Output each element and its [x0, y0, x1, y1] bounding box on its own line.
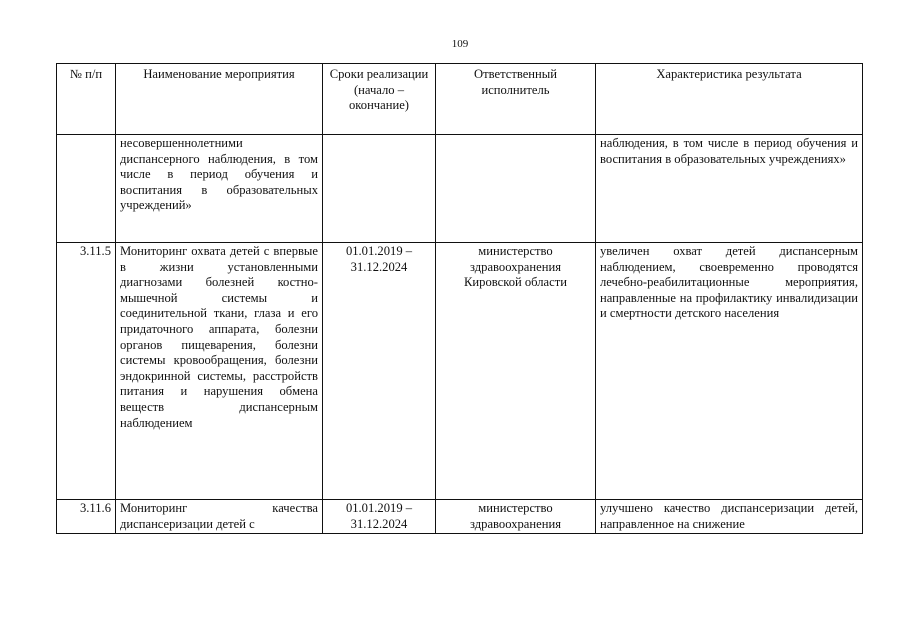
row-result: увеличен охват детей диспансерным наблюдением, своевременно проводятся лечебно-реабилитационные мероприятия, направленные на профилактику инвалидизации и смертности детского населения	[596, 243, 863, 500]
table-row	[57, 500, 863, 534]
row-name: Мониторинг охвата детей с впервые в жизни установленными диагнозами болезней костно-мышечной системы и соединительной ткани, глаза и его придаточного аппарата, болезни органов пищеварения, болезни системы кровообращения, болезни эндокринной системы, расстройств питания и нарушения обмена веществ диспансерным наблюдением	[116, 243, 323, 500]
row-period: 01.01.2019 – 31.12.2024	[323, 243, 436, 500]
row-num: 3.11.5	[57, 243, 116, 500]
header-num: № п/п	[57, 64, 116, 135]
row-num: 3.11.6	[57, 500, 116, 534]
table-row	[57, 243, 863, 500]
page-number: 109	[451, 38, 469, 50]
row-period: 01.01.2019 – 31.12.2024	[323, 500, 436, 534]
row-name: Мониторинг качества диспансеризации детей с	[116, 500, 323, 534]
row-executor: министерство здравоохранения Кировской области	[436, 243, 596, 500]
row-num	[57, 135, 116, 243]
row-result: улучшено качество диспансеризации детей, направленное на снижение	[596, 500, 863, 534]
row-result: наблюдения, в том числе в период обучения и воспитания в образовательных учреждениях»	[596, 135, 863, 243]
row-executor: министерство здравоохранения	[436, 500, 596, 534]
table-row	[57, 135, 863, 243]
measures-table	[56, 63, 863, 534]
row-name: несовершеннолетними диспансерного наблюдения, в том числе в период обучения и воспитания в образовательных учреждений»	[116, 135, 323, 243]
header-name: Наименование мероприятия	[116, 64, 323, 135]
header-result: Характеристика результата	[596, 64, 863, 135]
row-executor	[436, 135, 596, 243]
header-executor: Ответственный исполнитель	[436, 64, 596, 135]
row-period	[323, 135, 436, 243]
header-period: Сроки реализации (начало – окончание)	[323, 64, 436, 135]
table-header-row	[57, 64, 863, 135]
